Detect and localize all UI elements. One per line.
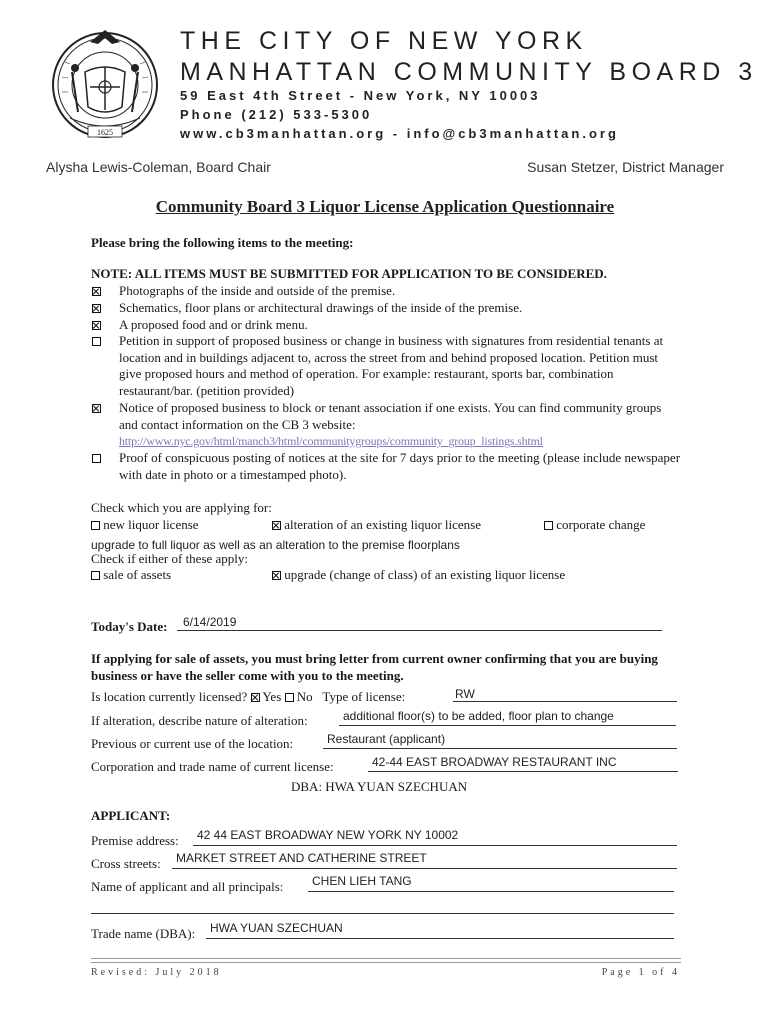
checkbox-checked[interactable] xyxy=(92,304,101,313)
footer-rule xyxy=(91,958,681,963)
checkbox-checked[interactable] xyxy=(272,521,281,530)
checkbox-checked[interactable] xyxy=(251,693,260,702)
cb3-community-link[interactable]: http://www.nyc.gov/html/mancb3/html/communitygroups/community_group_listings.shtml xyxy=(119,434,543,448)
header-phone: Phone (212) 533-5300 xyxy=(180,107,373,122)
premise-address-field[interactable] xyxy=(193,845,677,846)
header-title-line2: MANHATTAN COMMUNITY BOARD 3 xyxy=(180,58,758,86)
sale-assets-note: If applying for sale of assets, you must bring letter from current owner confirming that you are buying business or have the seller come with you to the meeting. xyxy=(91,651,658,683)
item-photographs: Photographs of the inside and outside of the premise. xyxy=(91,283,691,300)
checkbox-unchecked[interactable] xyxy=(91,571,100,580)
corp-name-label: Corporation and trade name of current license: xyxy=(91,759,334,774)
corp-name-field[interactable] xyxy=(368,771,678,772)
header-web-email: www.cb3manhattan.org - info@cb3manhattan.org xyxy=(180,126,619,141)
apply-for-label: Check which you are applying for: xyxy=(91,500,272,515)
checkbox-checked[interactable] xyxy=(92,321,101,330)
header-title-line1: THE CITY OF NEW YORK xyxy=(180,27,588,55)
trade-name-value: HWA YUAN SZECHUAN xyxy=(210,921,343,935)
checkbox-unchecked[interactable] xyxy=(92,337,101,346)
document-title: Community Board 3 Liquor License Application Questionnaire xyxy=(155,197,615,216)
premise-address-value: 42 44 EAST BROADWAY NEW YORK NY 10002 xyxy=(197,828,459,842)
license-type-field[interactable] xyxy=(453,701,677,702)
bring-items-heading: Please bring the following items to the meeting: xyxy=(91,235,354,250)
alteration-nature-value: additional floor(s) to be added, floor plan to change xyxy=(343,709,614,723)
item-menu: A proposed food and or drink menu. xyxy=(91,317,691,334)
option-new-license[interactable]: new liquor license xyxy=(91,517,199,534)
checkbox-unchecked[interactable] xyxy=(91,521,100,530)
option-alteration[interactable]: alteration of an existing liquor license xyxy=(272,517,481,534)
revised-date: Revised: July 2018 xyxy=(91,967,222,978)
principals-value: CHEN LIEH TANG xyxy=(312,874,412,888)
principals-field-line2[interactable] xyxy=(91,913,674,914)
either-label: Check if either of these apply: xyxy=(91,551,249,566)
checkbox-checked[interactable] xyxy=(92,404,101,413)
seal-year: 1625 xyxy=(97,128,113,137)
checkbox-unchecked[interactable] xyxy=(92,454,101,463)
applicant-heading: APPLICANT: xyxy=(91,808,171,823)
checkbox-checked[interactable] xyxy=(92,287,101,296)
trade-name-label: Trade name (DBA): xyxy=(91,926,196,941)
principals-label: Name of applicant and all principals: xyxy=(91,879,284,894)
licensed-question: Is location currently licensed? Yes No Type of license: xyxy=(91,689,406,704)
todays-date-field[interactable] xyxy=(177,630,662,631)
corp-dba: DBA: HWA YUAN SZECHUAN xyxy=(291,779,468,794)
corp-name-value: 42-44 EAST BROADWAY RESTAURANT INC xyxy=(372,755,617,769)
previous-use-label: Previous or current use of the location: xyxy=(91,736,294,751)
page-number: Page 1 of 4 xyxy=(601,967,680,978)
alteration-nature-label: If alteration, describe nature of alteration: xyxy=(91,713,308,728)
cross-streets-field[interactable] xyxy=(172,868,677,869)
previous-use-value: Restaurant (applicant) xyxy=(327,732,446,746)
checkbox-unchecked[interactable] xyxy=(285,693,294,702)
todays-date-label: Today's Date: xyxy=(91,619,168,634)
cross-streets-value: MARKET STREET AND CATHERINE STREET xyxy=(176,851,427,865)
principals-field[interactable] xyxy=(308,891,674,892)
item-notice: Notice of proposed business to block or tenant association if one exists. You can find community groups and contact information on the CB 3 website: http://www.nyc.gov/html/mancb3/html/communitygroups/community_group_listings.shtml xyxy=(91,400,681,450)
trade-name-field[interactable] xyxy=(206,938,674,939)
todays-date-value: 6/14/2019 xyxy=(183,615,237,629)
item-petition: Petition in support of proposed business or change in business with signatures from residential tenants at location and in buildings adjacent to, across the street from and behind proposed location. Petition must give proposed hours and method of operation. For example: restaurant, sports bar, combination restaurant/bar. (petition provided) xyxy=(91,333,681,399)
apply-for-note[interactable]: upgrade to full liquor as well as an alteration to the premise floorplans xyxy=(91,538,460,552)
checkbox-checked[interactable] xyxy=(272,571,281,580)
item-proof-posting: Proof of conspicuous posting of notices at the site for 7 days prior to the meeting (please include newspaper with date in photo or a timestamped photo). xyxy=(91,450,681,483)
option-sale-assets[interactable]: sale of assets xyxy=(91,567,171,584)
previous-use-field[interactable] xyxy=(323,748,677,749)
item-schematics: Schematics, floor plans or architectural drawings of the inside of the premise. xyxy=(91,300,691,317)
checkbox-unchecked[interactable] xyxy=(544,521,553,530)
option-corporate-change[interactable]: corporate change xyxy=(544,517,645,534)
alteration-nature-field[interactable] xyxy=(339,725,676,726)
note-heading: NOTE: ALL ITEMS MUST BE SUBMITTED FOR APPLICATION TO BE CONSIDERED. xyxy=(91,266,607,281)
premise-address-label: Premise address: xyxy=(91,833,179,848)
city-seal-logo xyxy=(50,22,160,152)
option-upgrade-class[interactable]: upgrade (change of class) of an existing liquor license xyxy=(272,567,565,584)
board-chair: Alysha Lewis-Coleman, Board Chair xyxy=(46,159,271,175)
district-manager: Susan Stetzer, District Manager xyxy=(527,159,724,175)
header-address: 59 East 4th Street - New York, NY 10003 xyxy=(180,88,541,103)
cross-streets-label: Cross streets: xyxy=(91,856,161,871)
license-type-value: RW xyxy=(455,687,475,701)
